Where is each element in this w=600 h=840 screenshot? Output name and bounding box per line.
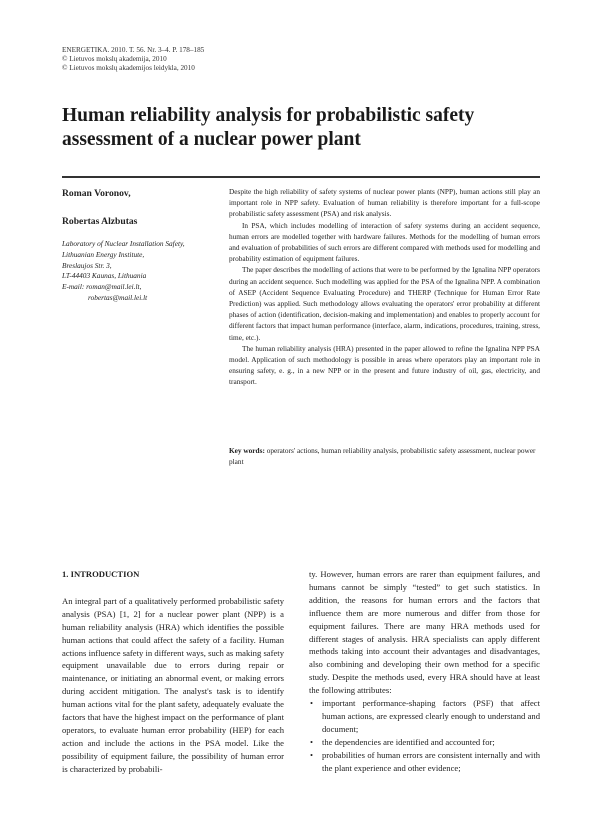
keywords-label: Key words: bbox=[229, 446, 265, 455]
affiliation-line: Laboratory of Nuclear Installation Safety, bbox=[62, 239, 185, 248]
keywords bbox=[229, 445, 540, 467]
body-paragraph: An integral part of a qualitatively performed probabilistic safety analysis (PSA) [1, 2] for a nuclear power plant (NPP) is a human reliability analysis (HRA) which identifies the possible human actions that could affect the safety of a facility. Human actions influence safety in different ways, such as making safety equipment unavailable due to errors during repair or maintenance, or initiating an abnormal event, or making errors during accident mitigation. The analyst's task is to identify human actions vital for the plant safety, adequately evaluate the factors that have the highest impact on the performance of plant operators, to evaluate human error probability (HEP) for each action and include the actions in the PSA model. Like the possibility of equipment failure, the possibility of human error is characterized by probabili- bbox=[62, 595, 284, 774]
list-item-text: important performance-shaping factors (PSF) that affect human actions, are expressed clearly enough to understand and document; bbox=[322, 698, 540, 734]
copyright-line: © Lietuvos mokslų akademijos leidykla, 2010 bbox=[62, 64, 195, 72]
author-name: Roman Voronov, bbox=[62, 188, 131, 199]
affiliation-line: Lithuanian Energy Institute, bbox=[62, 249, 145, 259]
journal-citation: ENERGETIKA. 2010. T. 56. Nr. 3–4. P. 178–185 bbox=[62, 46, 205, 54]
email-line: robertas@mail.lei.lt bbox=[88, 292, 148, 302]
email-line: E-mail: roman@mail.lei.lt, bbox=[62, 282, 142, 292]
title-divider bbox=[62, 176, 540, 178]
affiliation bbox=[62, 239, 230, 304]
abstract bbox=[229, 186, 540, 388]
abstract-paragraph: In PSA, which includes modelling of interaction of safety systems during an accident sequence, human errors are modelled together with hardware failures. Methods for the modelling of human errors and evaluation of probabilities of such errors are different compared with methods used for modelling and probability estimation of equipment failures. bbox=[229, 220, 540, 264]
bullet-icon: • bbox=[310, 749, 314, 760]
abstract-paragraph: Despite the high reliability of safety systems of nuclear power plants (NPP), human actions still play an important role in NPP safety. Evaluation of human reliability is therefore important for a full-scope probabilistic safety assessment (PSA) and risk analysis. bbox=[229, 187, 540, 219]
section-heading: 1. INTRODUCTION bbox=[62, 569, 140, 579]
paper-title: Human reliability analysis for probabilistic safety assessment of a nuclear power plant bbox=[62, 105, 475, 150]
list-item bbox=[309, 736, 540, 749]
list-item-text: the dependencies are identified and accounted for; bbox=[322, 736, 495, 747]
keywords-text: operators' actions, human reliability analysis, probabilistic safety assessment, nuclear power plant bbox=[229, 446, 536, 467]
affiliation-line: Breslaujos Str. 3, bbox=[62, 260, 112, 270]
author-list bbox=[62, 188, 222, 244]
attribute-list bbox=[309, 697, 540, 774]
list-item bbox=[309, 749, 540, 775]
copyright-line: © Lietuvos mokslų akademija, 2010 bbox=[62, 55, 167, 63]
journal-header bbox=[62, 46, 204, 73]
body-column-right bbox=[309, 568, 540, 775]
author-name: Robertas Alzbutas bbox=[62, 216, 138, 227]
body-column-left bbox=[62, 568, 284, 776]
body-paragraph: ty. However, human errors are rarer than equipment failures, and humans cannot be simply “tested” to get such statistics. In addition, the reasons for human errors and the factors that influence them are more numerous and differ from those for equipment failures. There are many HRA methods used for different stages of analysis. HRA specialists can apply different methods taking into account their advantages and disadvantages, also combining and developing their own method for a specific study. Despite the methods used, every HRA should have at least the following attributes: bbox=[309, 569, 540, 696]
abstract-paragraph: The human reliability analysis (HRA) presented in the paper allowed to refine the Ignalina NPP PSA model. Application of such methodology is possible in areas where operators play an important role in ensuring safety, e. g., in a new NPP or in the present and future industry of oil, gas, electricity, and transport. bbox=[229, 343, 540, 387]
bullet-icon: • bbox=[310, 736, 314, 747]
abstract-paragraph: The paper describes the modelling of actions that were to be performed by the Ignalina NPP operators during an accident sequence. Such modelling was applied for the PSA of the Ignalina NPP. A combination of ASEP (Accident Sequence Evaluating Procedure) and THERP (Technique for Human Error Rate Prediction) was applied. Such methodology allows evaluating the operators' error probability at different phases of action (identification, decision-making and implementation) and enables to properly account for different factors that impact human performance (interface, alarm, indications, procedures, training, stress, time, etc.). bbox=[229, 265, 540, 342]
affiliation-line: LT-44403 Kaunas, Lithuania bbox=[62, 271, 147, 281]
list-item-text: probabilities of human errors are consistent internally and with the plant experience and other evidence; bbox=[322, 749, 540, 773]
bullet-icon: • bbox=[310, 698, 314, 709]
list-item bbox=[309, 697, 540, 736]
